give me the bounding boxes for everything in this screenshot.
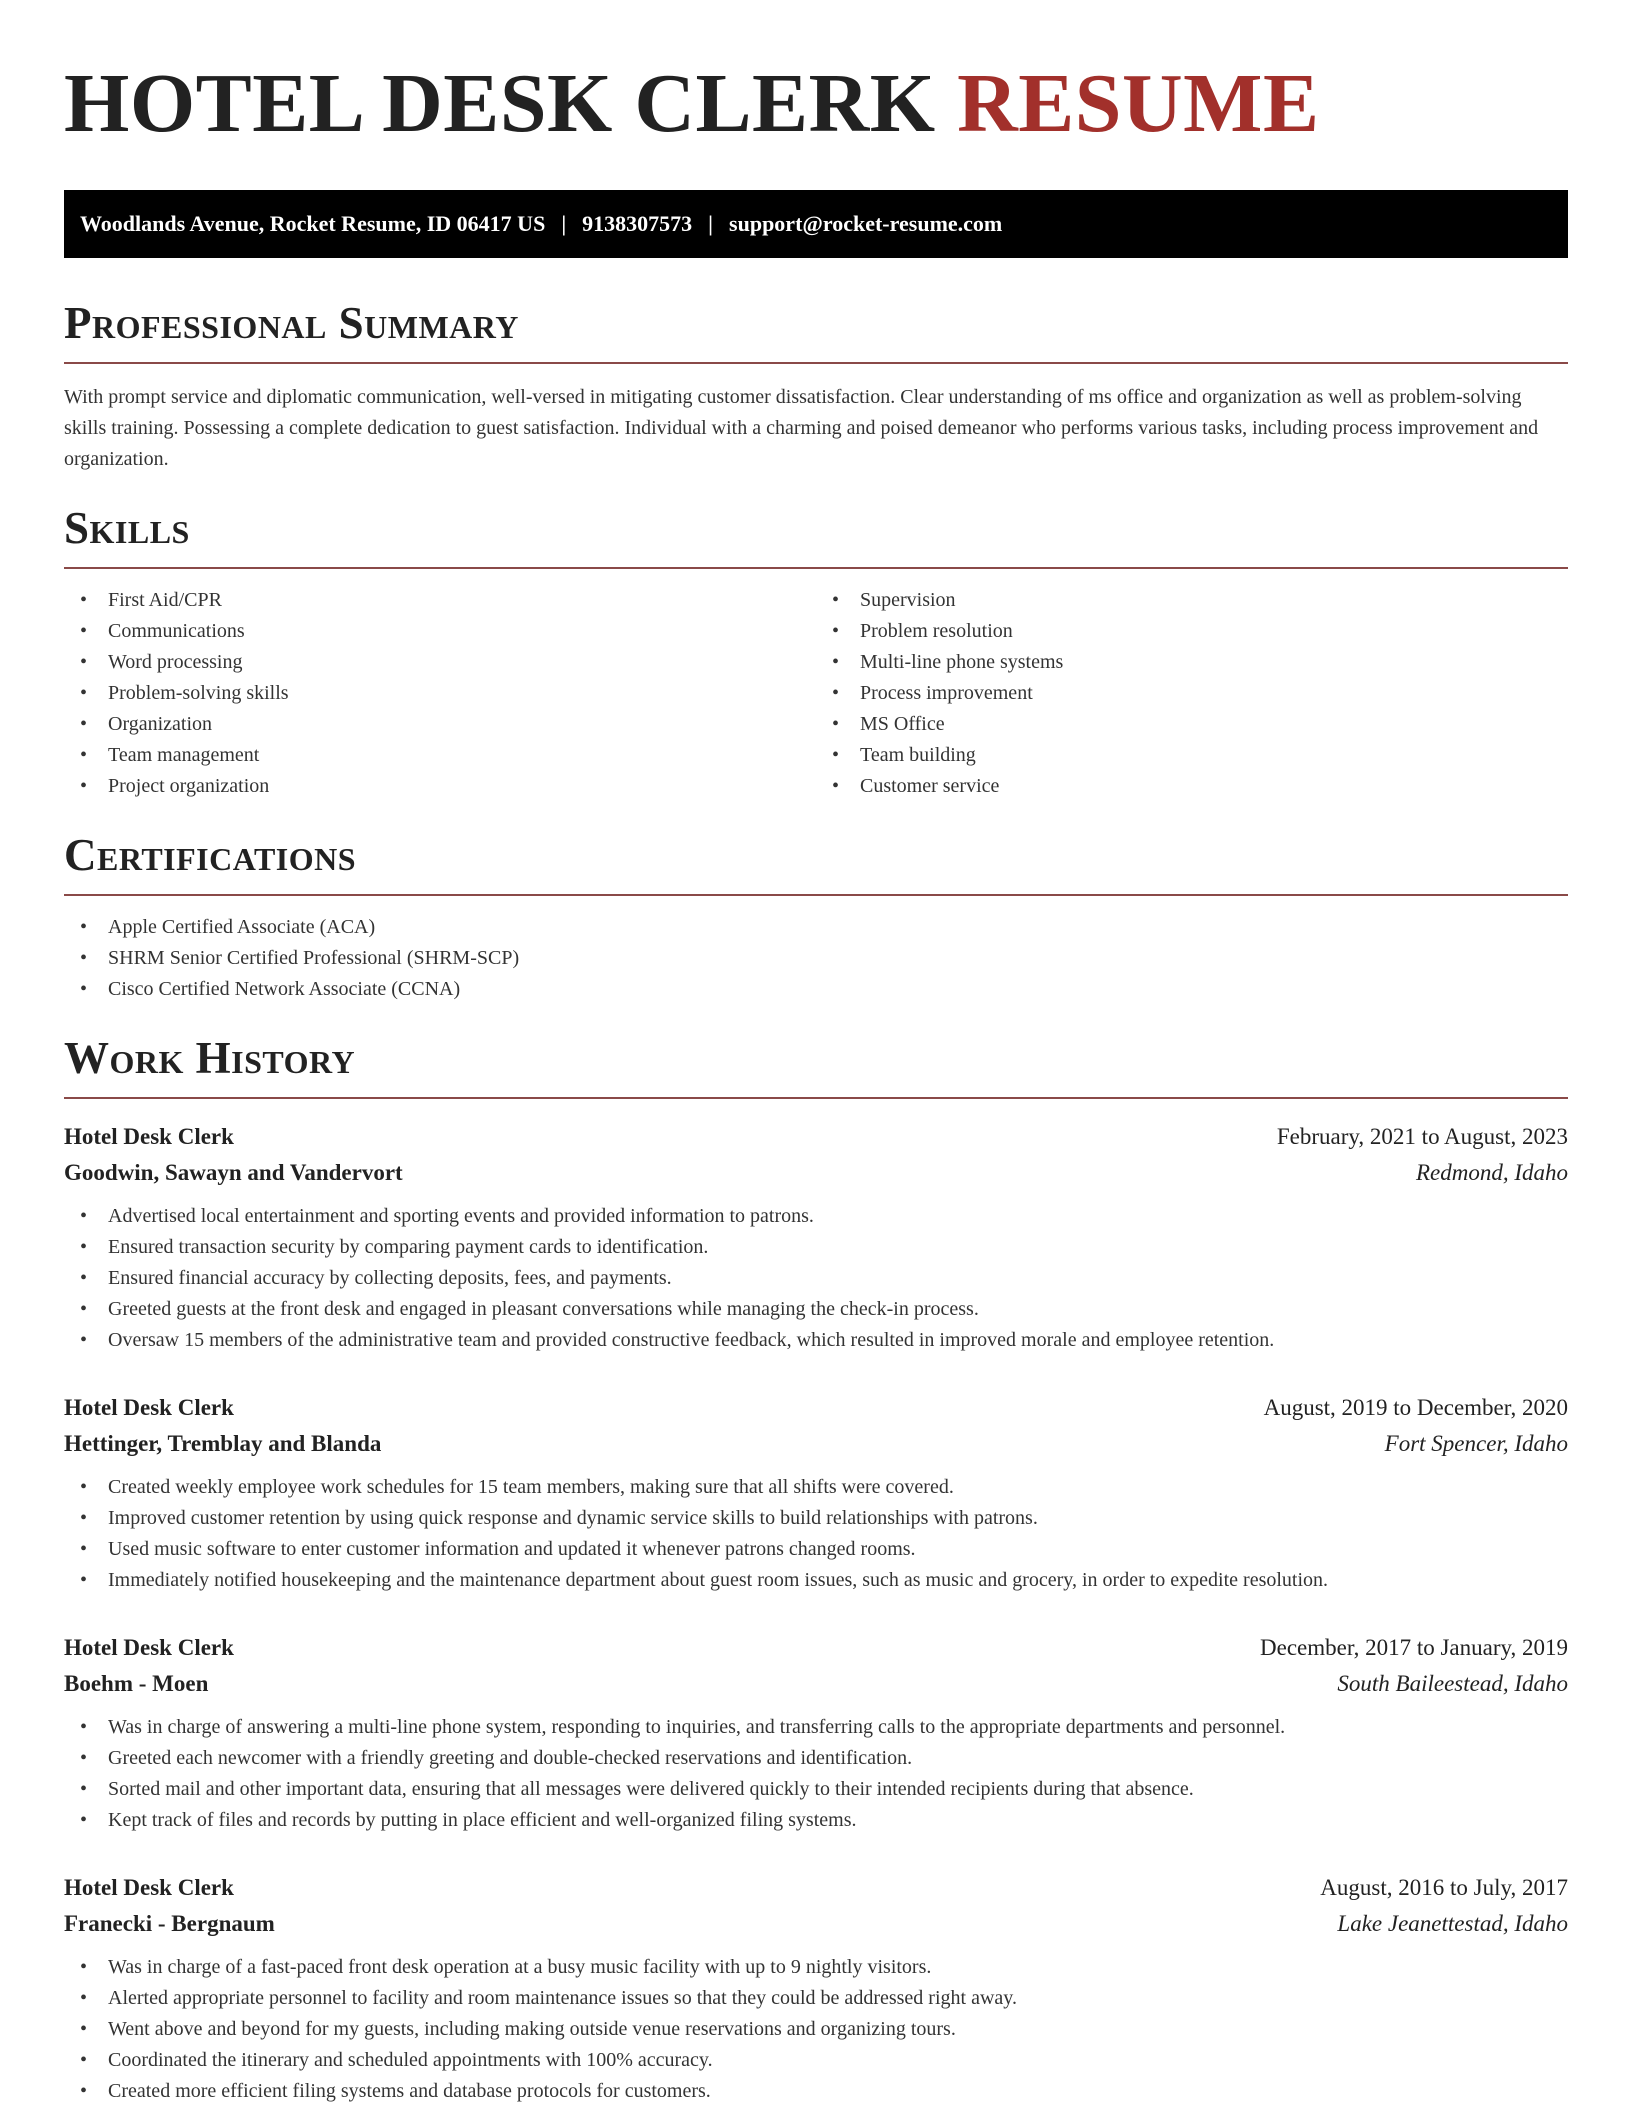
contact-bar xyxy=(64,190,1568,258)
job-duties-list xyxy=(64,1201,1568,1356)
skill-item: • Team building xyxy=(816,740,1568,771)
skills-list-right xyxy=(816,585,1568,802)
job-title: Hotel Desk Clerk xyxy=(64,1875,234,1900)
job-entry xyxy=(64,1630,1568,1836)
job-duty: • Ensured transaction security by comparing payment cards to identification. xyxy=(64,1232,1568,1263)
summary-heading: Professional Summary xyxy=(64,298,519,348)
job-header-row xyxy=(64,1119,1568,1155)
skill-item: • Multi-line phone systems xyxy=(816,647,1568,678)
skill-item: • Team management xyxy=(64,740,816,771)
job-dates: August, 2019 to December, 2020 xyxy=(1263,1395,1568,1420)
job-duties-list xyxy=(64,1712,1568,1836)
job-header-row xyxy=(64,1390,1568,1426)
contact-email: support@rocket-resume.com xyxy=(729,211,1003,236)
skill-item: • Communications xyxy=(64,616,816,647)
skill-item: • Organization xyxy=(64,709,816,740)
job-company-row xyxy=(64,1906,1568,1942)
job-entry xyxy=(64,1119,1568,1356)
title-accent: RESUME xyxy=(957,57,1320,150)
certifications-section xyxy=(64,830,1568,1005)
contact-separator: | xyxy=(561,211,567,236)
job-duty: • Improved customer retention by using quick response and dynamic service skills to build relationships with patrons. xyxy=(64,1503,1568,1534)
job-duty: • Created weekly employee work schedules for 15 team members, making sure that all shifts were covered. xyxy=(64,1472,1568,1503)
section-divider xyxy=(64,362,1568,364)
contact-address: Woodlands Avenue, Rocket Resume, ID 06417 US xyxy=(80,211,546,236)
job-duty: • Greeted guests at the front desk and engaged in pleasant conversations while managing the check-in process. xyxy=(64,1294,1568,1325)
section-divider xyxy=(64,1097,1568,1099)
job-duty: • Alerted appropriate personnel to facility and room maintenance issues so that they could be addressed right away. xyxy=(64,1983,1568,2014)
job-duty: • Ensured financial accuracy by collecting deposits, fees, and payments. xyxy=(64,1263,1568,1294)
job-entry xyxy=(64,1390,1568,1596)
skills-columns xyxy=(64,585,1568,802)
skill-item: • Problem-solving skills xyxy=(64,678,816,709)
job-duty: • Sorted mail and other important data, ensuring that all messages were delivered quickly to their intended recipients during that absence. xyxy=(64,1774,1568,1805)
skill-item: • Supervision xyxy=(816,585,1568,616)
certifications-heading: Certifications xyxy=(64,830,357,880)
job-duties-list xyxy=(64,1952,1568,2107)
job-duty: • Was in charge of answering a multi-line phone system, responding to inquiries, and transferring calls to the appropriate departments and personnel. xyxy=(64,1712,1568,1743)
job-dates: February, 2021 to August, 2023 xyxy=(1276,1124,1568,1149)
job-company: Hettinger, Tremblay and Blanda xyxy=(64,1431,382,1456)
skills-list-left xyxy=(64,585,816,802)
section-divider xyxy=(64,894,1568,896)
job-duty: • Was in charge of a fast-paced front desk operation at a busy music facility with up to 9 nightly visitors. xyxy=(64,1952,1568,1983)
job-location: Fort Spencer, Idaho xyxy=(1384,1431,1568,1456)
job-duty: • Created more efficient filing systems and database protocols for customers. xyxy=(64,2076,1568,2107)
skill-item: • MS Office xyxy=(816,709,1568,740)
job-duties-list xyxy=(64,1472,1568,1596)
work-history-heading: Work History xyxy=(64,1033,356,1083)
certifications-list xyxy=(64,912,1568,1005)
job-duty: • Immediately notified housekeeping and the maintenance department about guest room issues, such as music and grocery, in order to expedite resolution. xyxy=(64,1565,1568,1596)
certification-item: • Cisco Certified Network Associate (CCNA) xyxy=(64,974,1568,1005)
job-header-row xyxy=(64,1630,1568,1666)
skill-item: • First Aid/CPR xyxy=(64,585,816,616)
section-divider xyxy=(64,567,1568,569)
work-history-section xyxy=(64,1033,1568,2107)
certification-item: • SHRM Senior Certified Professional (SHRM-SCP) xyxy=(64,943,1568,974)
job-company: Boehm - Moen xyxy=(64,1671,209,1696)
job-header-row xyxy=(64,1870,1568,1906)
job-duty: • Kept track of files and records by putting in place efficient and well-organized filing systems. xyxy=(64,1805,1568,1836)
job-company-row xyxy=(64,1155,1568,1191)
job-title: Hotel Desk Clerk xyxy=(64,1635,234,1660)
skill-item: • Process improvement xyxy=(816,678,1568,709)
job-location: Lake Jeanettestad, Idaho xyxy=(1337,1911,1568,1936)
skills-heading: Skills xyxy=(64,503,190,553)
job-duty: • Oversaw 15 members of the administrative team and provided constructive feedback, which resulted in improved morale and employee retention. xyxy=(64,1325,1568,1356)
certification-item: • Apple Certified Associate (ACA) xyxy=(64,912,1568,943)
job-duty: • Went above and beyond for my guests, including making outside venue reservations and organizing tours. xyxy=(64,2014,1568,2045)
job-company: Franecki - Bergnaum xyxy=(64,1911,275,1936)
contact-phone: 9138307573 xyxy=(582,211,693,236)
job-company-row xyxy=(64,1666,1568,1702)
job-dates: August, 2016 to July, 2017 xyxy=(1320,1875,1568,1900)
job-company-row xyxy=(64,1426,1568,1462)
skill-item: • Problem resolution xyxy=(816,616,1568,647)
job-duty: • Advertised local entertainment and sporting events and provided information to patrons. xyxy=(64,1201,1568,1232)
job-duty: • Coordinated the itinerary and scheduled appointments with 100% accuracy. xyxy=(64,2045,1568,2076)
job-entry xyxy=(64,1870,1568,2107)
job-duty: • Greeted each newcomer with a friendly greeting and double-checked reservations and identification. xyxy=(64,1743,1568,1774)
resume-title xyxy=(64,56,1568,152)
job-duty: • Used music software to enter customer information and updated it whenever patrons changed rooms. xyxy=(64,1534,1568,1565)
job-dates: December, 2017 to January, 2019 xyxy=(1260,1635,1568,1660)
job-company: Goodwin, Sawayn and Vandervort xyxy=(64,1160,403,1185)
skill-item: • Customer service xyxy=(816,771,1568,802)
summary-text: With prompt service and diplomatic communication, well-versed in mitigating customer dissatisfaction. Clear understanding of ms office and organization as well as problem-solving skills training. Possessing a complete dedication to guest satisfaction. Individual with a charming and poised demeanor who performs various tasks, including process improvement and organization. xyxy=(64,386,1539,470)
contact-separator: | xyxy=(708,211,714,236)
summary-section xyxy=(64,298,1568,475)
job-title: Hotel Desk Clerk xyxy=(64,1124,234,1149)
skill-item: • Project organization xyxy=(64,771,816,802)
skills-section xyxy=(64,503,1568,802)
job-title: Hotel Desk Clerk xyxy=(64,1395,234,1420)
skill-item: • Word processing xyxy=(64,647,816,678)
job-location: South Baileestead, Idaho xyxy=(1337,1671,1568,1696)
job-location: Redmond, Idaho xyxy=(1415,1160,1568,1185)
title-main: HOTEL DESK CLERK xyxy=(64,57,936,150)
